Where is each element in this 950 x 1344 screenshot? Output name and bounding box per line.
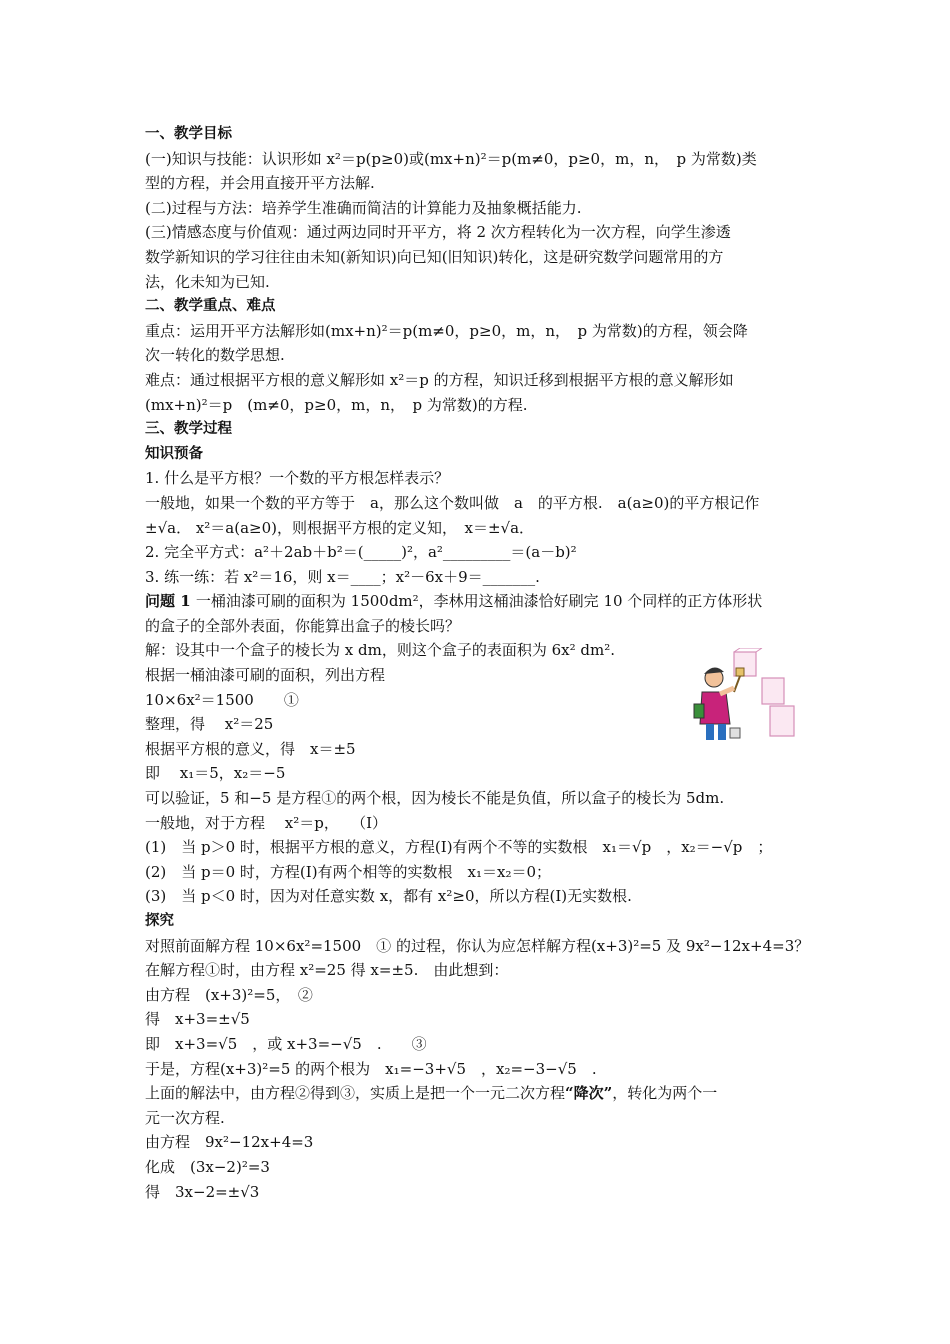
text-line — [145, 196, 813, 221]
line-text: 上面的解法中，由方程②得到③，实质上是把一个一元二次方程 — [145, 1084, 566, 1103]
line-text: 一桶油漆可刷的面积为 1500dm²，李林用这桶油漆恰好刷完 10 个同样的正方体形状 — [195, 592, 763, 611]
text-line — [145, 270, 813, 295]
text-line — [145, 171, 813, 196]
painter-illustration — [690, 648, 802, 744]
text-line — [145, 934, 813, 959]
section-heading — [145, 909, 813, 934]
line-text: 3. 练一练：若 x²＝16，则 x＝____；x²－6x＋9＝_______. — [145, 567, 540, 586]
section-heading — [145, 417, 813, 442]
line-text: ±√a． x²＝a(a≥0)，则根据平方根的定义知， x＝±√a． — [145, 518, 535, 537]
text-line — [145, 589, 813, 614]
text-line — [145, 540, 813, 565]
line-text: 由方程 9x²−12x+4=3 — [145, 1133, 314, 1152]
line-text: 于是，方程(x+3)²=5 的两个根为 x₁=−3+√5 ，x₂=−3−√5 . — [145, 1059, 597, 1078]
line-text: 解：设其中一个盒子的棱长为 x dm，则这个盒子的表面积为 6x² dm². — [145, 641, 615, 660]
line-text: 得 3x−2=±√3 — [145, 1182, 260, 1201]
text-line — [145, 220, 813, 245]
line-text: 由方程 (x+3)²=5， ② — [145, 985, 313, 1004]
line-text: 1. 什么是平方根？一个数的平方根怎样表示？ — [145, 469, 450, 488]
line-text: (mx+n)²＝p (m≠0，p≥0，m，n， p 为常数)的方程. — [145, 395, 528, 414]
line-text: 即 x+3=√5 ，或 x+3=−√5 . ③ — [145, 1034, 427, 1053]
line-text: 重点：运用开平方法解形如(mx+n)²＝p(m≠0，p≥0，m，n， p 为常数)的方程，领会降 — [145, 321, 748, 340]
text-line — [145, 1007, 813, 1032]
line-text: 得 x+3=±√5 — [145, 1010, 250, 1029]
text-line — [145, 516, 813, 541]
line-text: 元一次方程. — [145, 1108, 225, 1127]
line-text: 次一转化的数学思想. — [145, 346, 285, 365]
line-text: 可以验证，5 和−5 是方程①的两个根，因为棱长不能是负值，所以盒子的棱长为 5dm. — [145, 789, 725, 808]
line-text: 型的方程，并会用直接开平方法解. — [145, 174, 375, 193]
line-text: 数学新知识的学习往往由未知(新知识)向已知(旧知识)转化，这是研究数学问题常用的方 — [145, 247, 724, 266]
line-text: (1) 当 p＞0 时，根据平方根的意义，方程(Ⅰ)有两个不等的实数根 x₁＝√p ，x₂＝−√p ； — [145, 838, 773, 857]
text-line — [145, 1130, 813, 1155]
section-heading — [145, 294, 813, 319]
text-line — [145, 1106, 813, 1131]
line-text: 一般地，对于方程 x²＝p， （Ⅰ） — [145, 813, 388, 832]
text-line — [145, 319, 813, 344]
line-text: 一、教学目标 — [145, 126, 232, 142]
line-text: 根据一桶油漆可刷的面积，列出方程 — [145, 666, 386, 685]
text-line — [145, 958, 813, 983]
text-line — [145, 1081, 813, 1106]
text-line — [145, 983, 813, 1008]
line-text: (三)情感态度与价值观：通过两边同时开平方，将 2 次方程转化为一次方程，向学生渗透 — [145, 223, 731, 242]
text-line — [145, 466, 813, 491]
text-line — [145, 614, 813, 639]
text-line — [145, 491, 813, 516]
text-line — [145, 1180, 813, 1205]
text-line — [145, 245, 813, 270]
text-line — [145, 811, 813, 836]
line-text: 根据平方根的意义，得 x＝±5 — [145, 739, 356, 758]
section-heading — [145, 442, 813, 467]
line-text: 一般地，如果一个数的平方等于 a，那么这个数叫做 a 的平方根. a(a≥0)的平方根记作 — [145, 493, 760, 512]
text-line — [145, 565, 813, 590]
line-text: 在解方程①时，由方程 x²=25 得 x=±5. 由此想到： — [145, 961, 509, 980]
text-line — [145, 860, 813, 885]
text-line — [145, 1032, 813, 1057]
line-text: 即 x₁＝5，x₂＝−5 — [145, 764, 286, 783]
section-heading — [145, 122, 813, 147]
text-line — [145, 393, 813, 418]
text-line — [145, 1057, 813, 1082]
text-line — [145, 761, 813, 786]
text-line — [145, 368, 813, 393]
line-text: 的盒子的全部外表面，你能算出盒子的棱长吗？ — [145, 616, 461, 635]
line-text: 对照前面解方程 10×6x²=1500 ① 的过程，你认为应怎样解方程(x+3)²=5 及 9x²−12x+4=3？ — [145, 936, 810, 955]
line-text: 化成 (3x−2)²=3 — [145, 1157, 270, 1176]
line-text: 知识预备 — [145, 445, 203, 462]
text-line — [145, 1155, 813, 1180]
text-line — [145, 786, 813, 811]
line-text: (3) 当 p＜0 时，因为对任意实数 x，都有 x²≥0，所以方程(Ⅰ)无实数根. — [145, 887, 632, 906]
line-text: (一)知识与技能：认识形如 x²＝p(p≥0)或(mx+n)²＝p(m≠0，p≥0，m，n， p 为常数)类 — [145, 149, 757, 168]
line-text: 三、教学过程 — [145, 421, 232, 438]
line-text: 探究 — [145, 913, 174, 929]
line-text: (2) 当 p＝0 时，方程(Ⅰ)有两个相等的实数根 x₁＝x₂＝0； — [145, 862, 552, 881]
emphasis-text: “降次” — [565, 1084, 613, 1103]
text-line — [145, 343, 813, 368]
line-text: (二)过程与方法：培养学生准确而简洁的计算能力及抽象概括能力. — [145, 198, 582, 217]
line-text: 法，化未知为已知. — [145, 272, 270, 291]
line-text: 整理，得 x²＝25 — [145, 715, 274, 734]
text-line — [145, 147, 813, 172]
text-line — [145, 884, 813, 909]
line-tail: ，转化为两个一 — [612, 1084, 718, 1103]
problem-label: 问题 1 — [145, 592, 196, 611]
line-text: 2. 完全平方式：a²＋2ab＋b²＝(_____)²，a²_________＝(a－b)² — [145, 543, 577, 562]
line-text: 二、教学重点、难点 — [145, 298, 276, 315]
line-text: 难点：通过根据平方根的意义解形如 x²＝p 的方程，知识迁移到根据平方根的意义解形如 — [145, 370, 734, 389]
text-line — [145, 835, 813, 860]
line-text: 10×6x²＝1500 ① — [145, 690, 299, 709]
